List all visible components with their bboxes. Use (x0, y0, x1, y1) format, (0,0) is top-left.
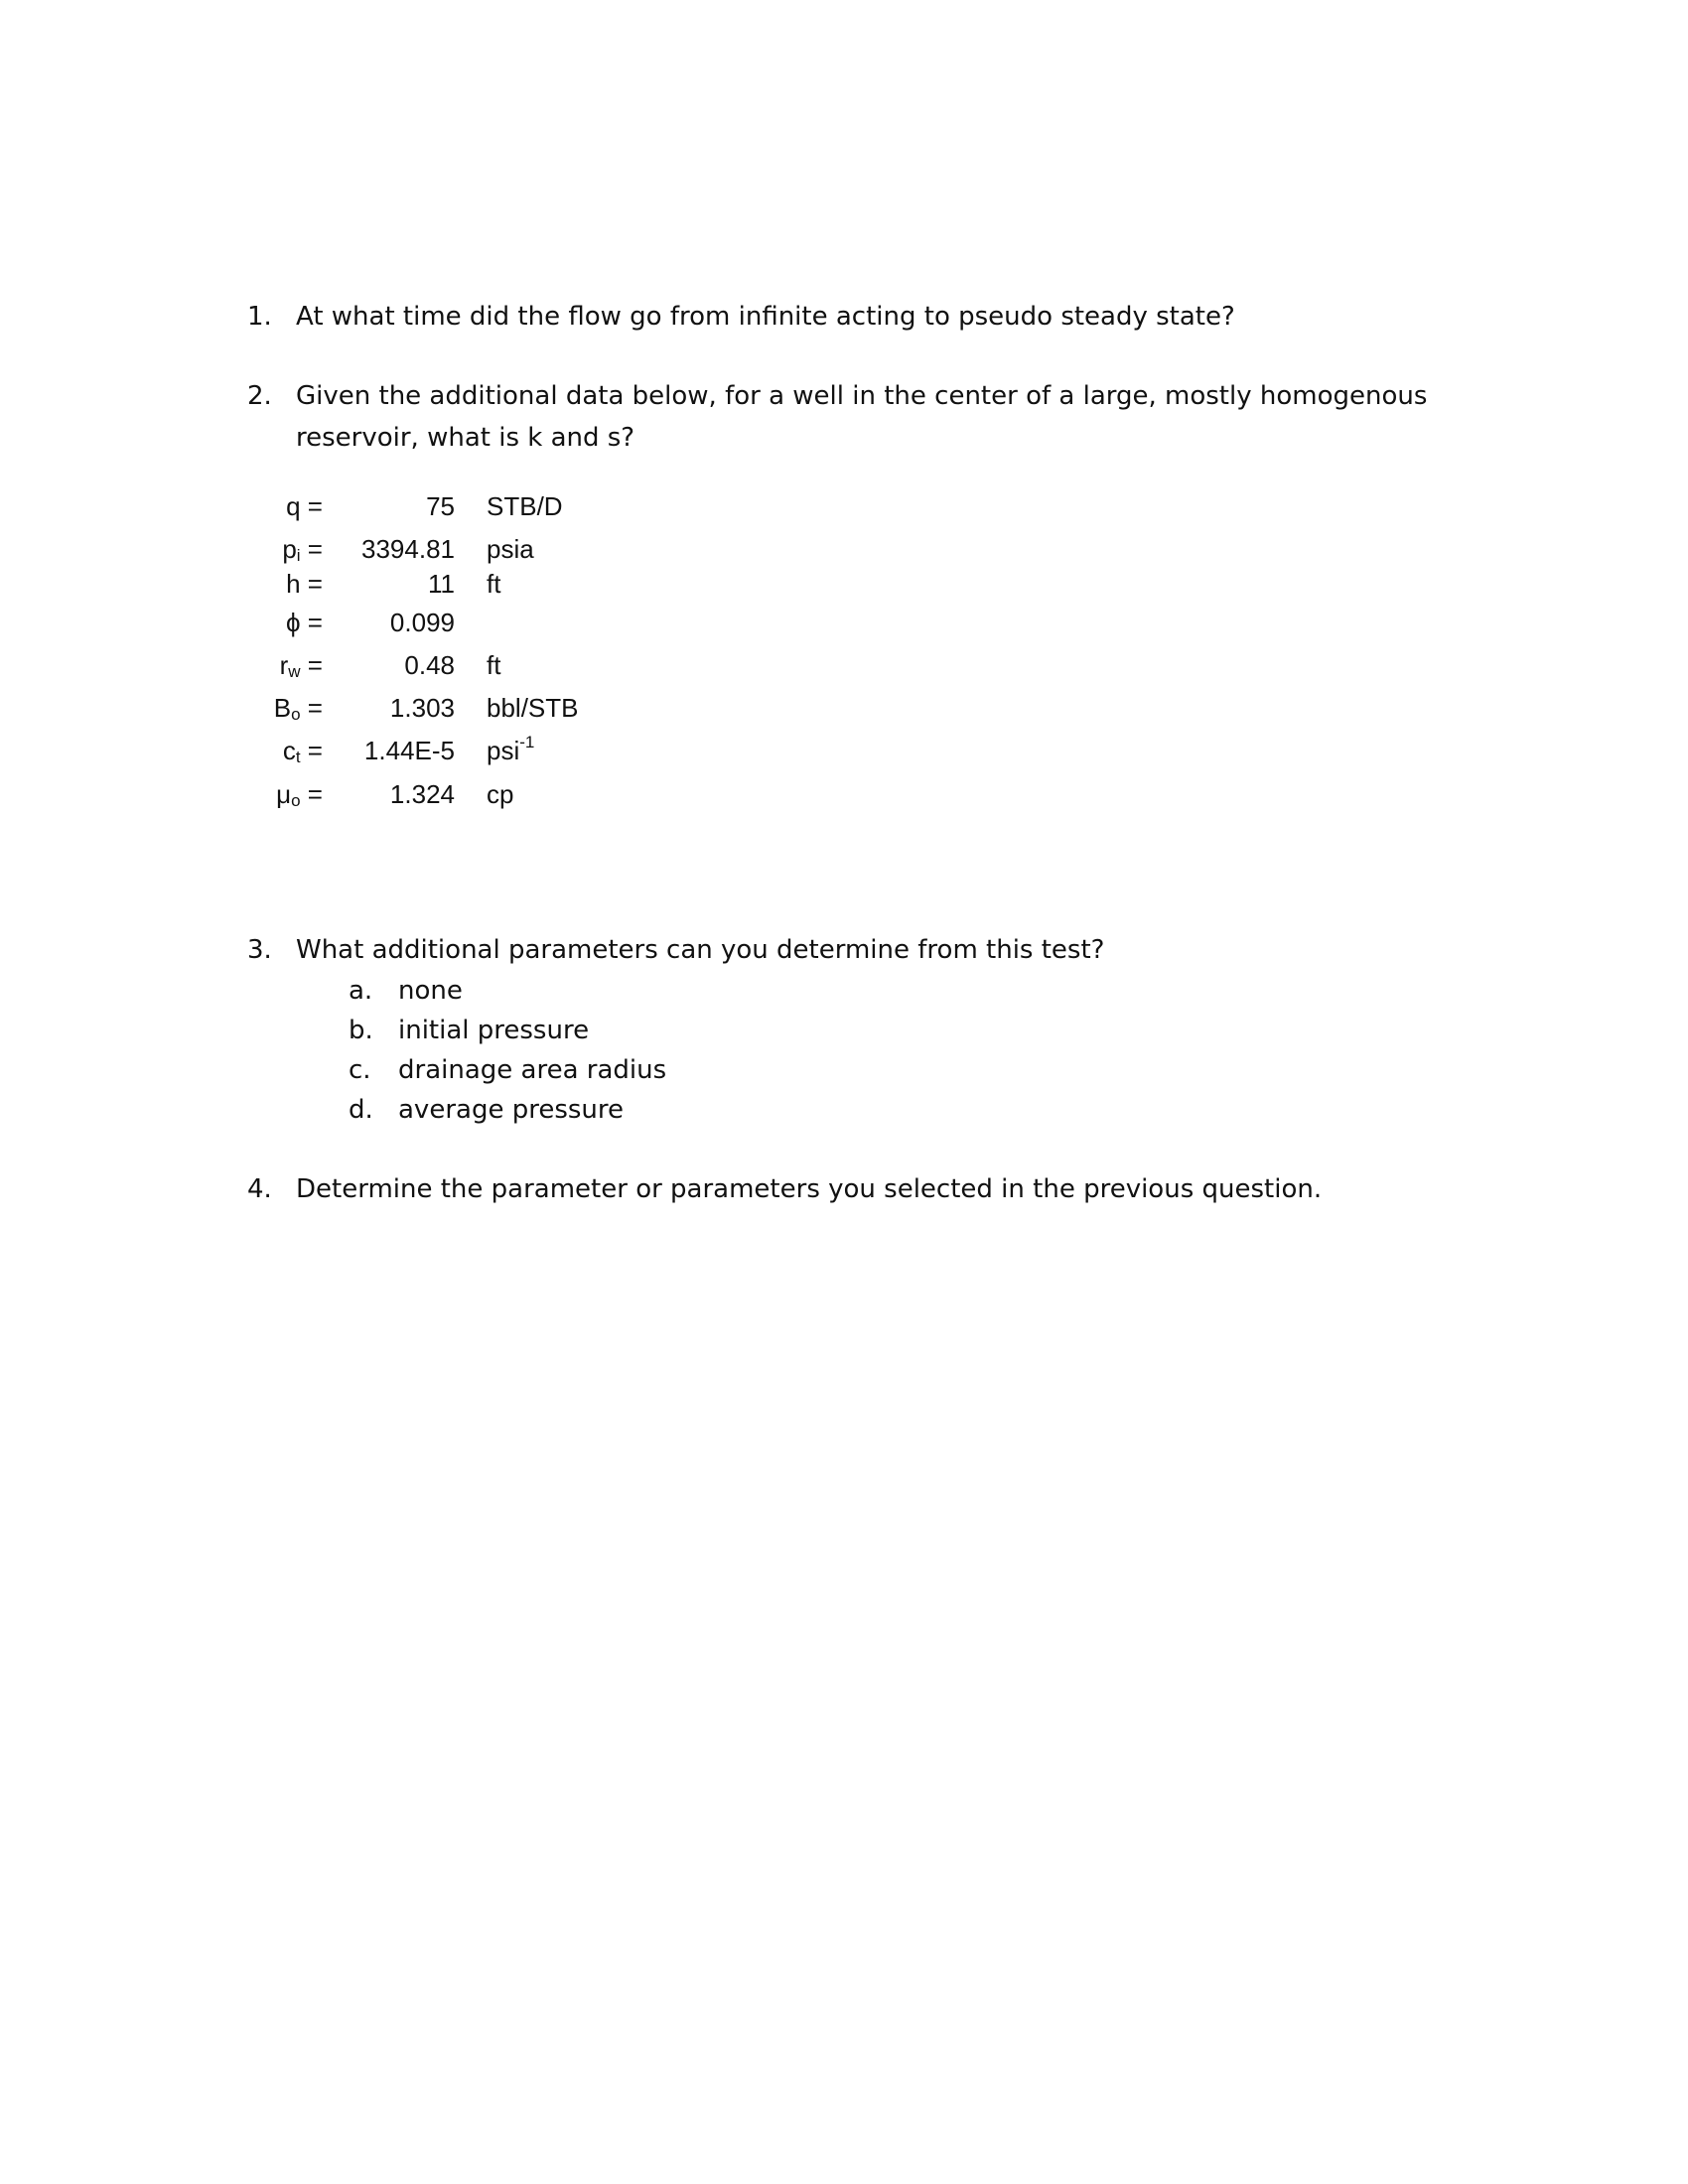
parameter-value: 3394.81 (361, 534, 455, 564)
question-text: Determine the parameter or parameters you selected in the previous question. (296, 1174, 1323, 1204)
parameter-row-bo (228, 690, 626, 726)
parameter-unit: STB/D (487, 491, 563, 521)
option-text: initial pressure (398, 1016, 590, 1045)
parameter-label: rw = (279, 650, 323, 681)
parameter-value: 75 (426, 491, 455, 521)
parameter-value: 1.324 (389, 779, 455, 809)
parameter-row-ct (228, 733, 626, 768)
parameter-row-muo (228, 776, 626, 812)
parameter-unit: ft (487, 650, 501, 680)
option-text: none (398, 976, 463, 1006)
parameter-value: 0.099 (389, 608, 455, 637)
question-number: 2. (247, 381, 272, 411)
parameter-label: ct = (282, 736, 323, 766)
parameter-unit: ft (487, 569, 501, 599)
parameter-label: ϕ = (286, 608, 323, 637)
question-text: At what time did the flow go from infinite acting to pseudo steady state? (296, 302, 1235, 332)
question-text-line-2: reservoir, what is k and s? (296, 423, 635, 453)
parameter-row-h (228, 566, 626, 602)
option-letter: b. (349, 1016, 373, 1045)
option-text: drainage area radius (398, 1055, 667, 1085)
question-text-line-1: Given the additional data below, for a well in the center of a large, mostly homogenous (296, 381, 1428, 411)
parameter-label: Bo = (273, 693, 323, 724)
parameter-row-phi (228, 605, 626, 640)
parameter-label: pi = (282, 534, 323, 565)
parameter-value: 0.48 (404, 650, 455, 680)
parameter-value: 1.44E-5 (363, 736, 455, 765)
parameter-unit: cp (487, 779, 514, 809)
parameter-unit: bbl/STB (487, 693, 579, 723)
question-text: What additional parameters can you determine from this test? (296, 935, 1105, 965)
parameter-label: μo = (276, 779, 323, 810)
parameter-unit: psi$^{-1}$ (487, 733, 535, 765)
question-number: 4. (247, 1174, 272, 1204)
parameter-row-pi (228, 531, 626, 567)
option-letter: d. (349, 1095, 373, 1125)
parameter-row-rw (228, 647, 626, 683)
question-number: 1. (247, 302, 272, 332)
option-letter: a. (349, 976, 373, 1006)
option-letter: c. (349, 1055, 371, 1085)
parameter-label: h = (286, 569, 323, 599)
parameter-row-q (228, 488, 626, 524)
question-number: 3. (247, 935, 272, 965)
parameter-value: 11 (428, 569, 455, 599)
parameter-value: 1.303 (389, 693, 455, 723)
parameter-label: q = (286, 491, 323, 521)
parameter-unit: psia (487, 534, 534, 564)
option-text: average pressure (398, 1095, 625, 1125)
